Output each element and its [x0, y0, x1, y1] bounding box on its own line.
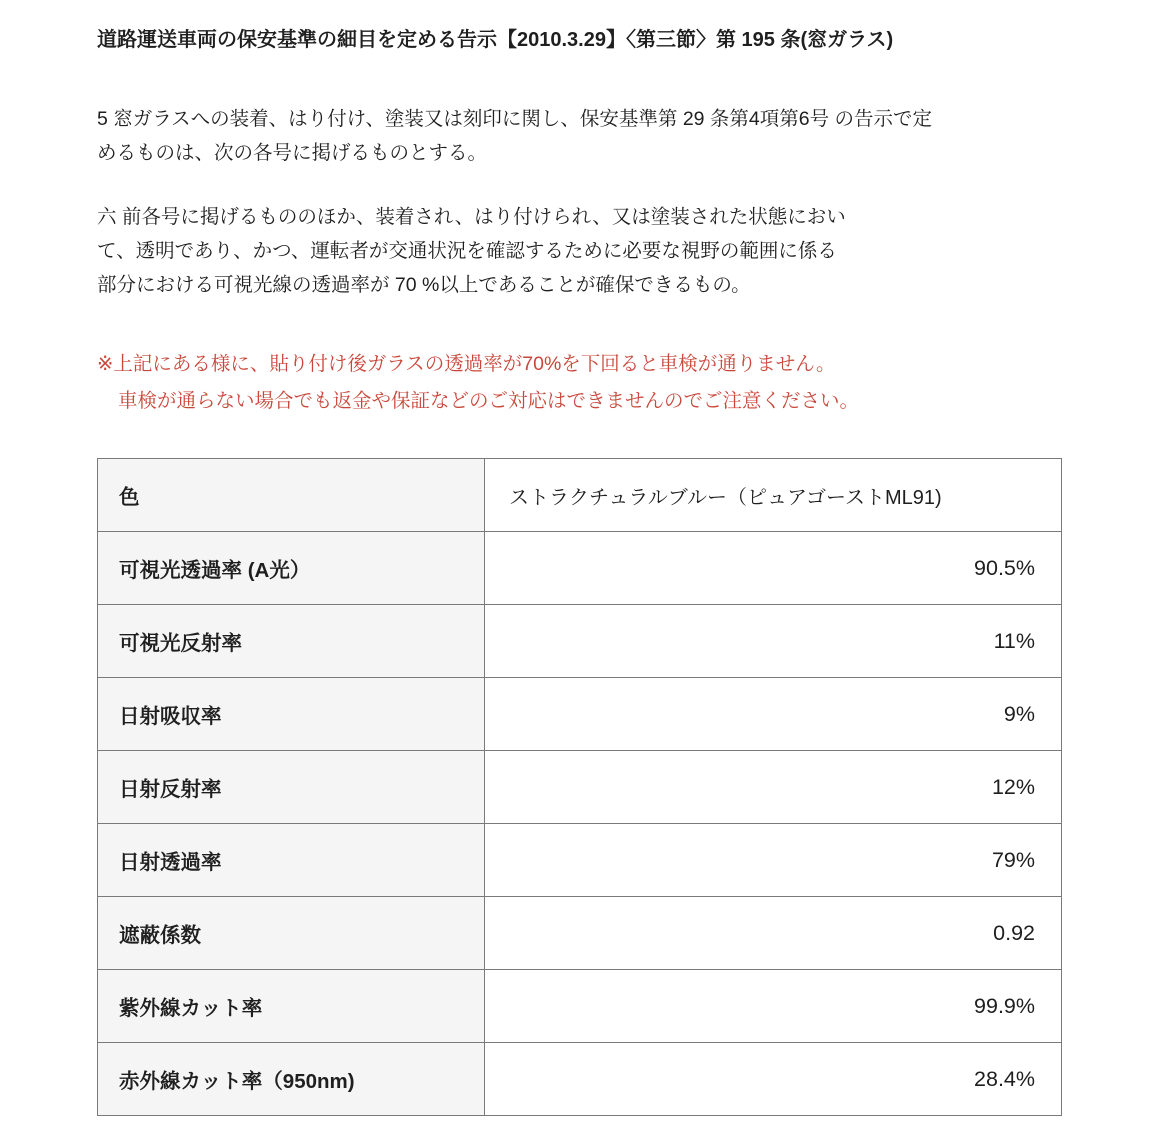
spec-label: 紫外線カット率 [98, 970, 485, 1043]
spec-label: 日射透過率 [98, 824, 485, 897]
paragraph-6-line-3: 部分における可視光線の透過率が 70 %以上であることが確保できるもの。 [97, 274, 751, 296]
table-row-ir-cut-rate [98, 1043, 1062, 1116]
spec-table [97, 458, 1062, 1116]
spec-value: 11% [485, 605, 1062, 678]
document-title: 道路運送車両の保安基準の細目を定める告示【2010.3.29】〈第三節〉第 195 条(窓ガラス) [97, 29, 894, 51]
spec-value: 9% [485, 678, 1062, 751]
paragraph-5-line-1: 5 窓ガラスへの装着、はり付け、塗装又は刻印に関し、保安基準第 29 条第4項第6号 の告示で定 [97, 108, 933, 130]
paragraph-6 [97, 200, 1065, 302]
warning-line-2: 車検が通らない場合でも返金や保証などのご対応はできませんのでご注意ください。 [118, 390, 860, 412]
paragraph-5-line-2: めるものは、次の各号に掲げるものとする。 [97, 142, 488, 164]
table-row-shading-coefficient [98, 897, 1062, 970]
spec-label: 可視光透過率 (A光） [98, 532, 485, 605]
spec-label: 日射反射率 [98, 751, 485, 824]
paragraph-6-line-1: 六 前各号に掲げるもののほか、装着され、はり付けられ、又は塗装された状態におい [97, 206, 846, 228]
warning-note [97, 346, 1065, 420]
table-row-solar-reflectance [98, 751, 1062, 824]
spec-label: 赤外線カット率（950nm) [98, 1043, 485, 1116]
spec-label: 日射吸収率 [98, 678, 485, 751]
table-row-solar-transmittance [98, 824, 1062, 897]
spec-label: 色 [98, 459, 485, 532]
table-row-visible-light-reflectance [98, 605, 1062, 678]
table-row-visible-light-transmittance [98, 532, 1062, 605]
table-row-color [98, 459, 1062, 532]
spec-value: 99.9% [485, 970, 1062, 1043]
spec-value: ストラクチュラルブルー（ピュアゴーストML91) [485, 459, 1062, 532]
warning-line-1: ※上記にある様に、貼り付け後ガラスの透過率が70%を下回ると車検が通りません。 [97, 353, 836, 375]
table-row-solar-absorptance [98, 678, 1062, 751]
spec-value: 0.92 [485, 897, 1062, 970]
spec-value: 12% [485, 751, 1062, 824]
spec-value: 79% [485, 824, 1062, 897]
spec-label: 遮蔽係数 [98, 897, 485, 970]
paragraph-6-line-2: て、透明であり、かつ、運転者が交通状況を確認するために必要な視野の範囲に係る [97, 240, 837, 262]
spec-value: 28.4% [485, 1043, 1062, 1116]
spec-label: 可視光反射率 [98, 605, 485, 678]
spec-value: 90.5% [485, 532, 1062, 605]
spec-table-body [98, 459, 1062, 1116]
table-row-uv-cut-rate [98, 970, 1062, 1043]
paragraph-5 [97, 102, 1065, 170]
